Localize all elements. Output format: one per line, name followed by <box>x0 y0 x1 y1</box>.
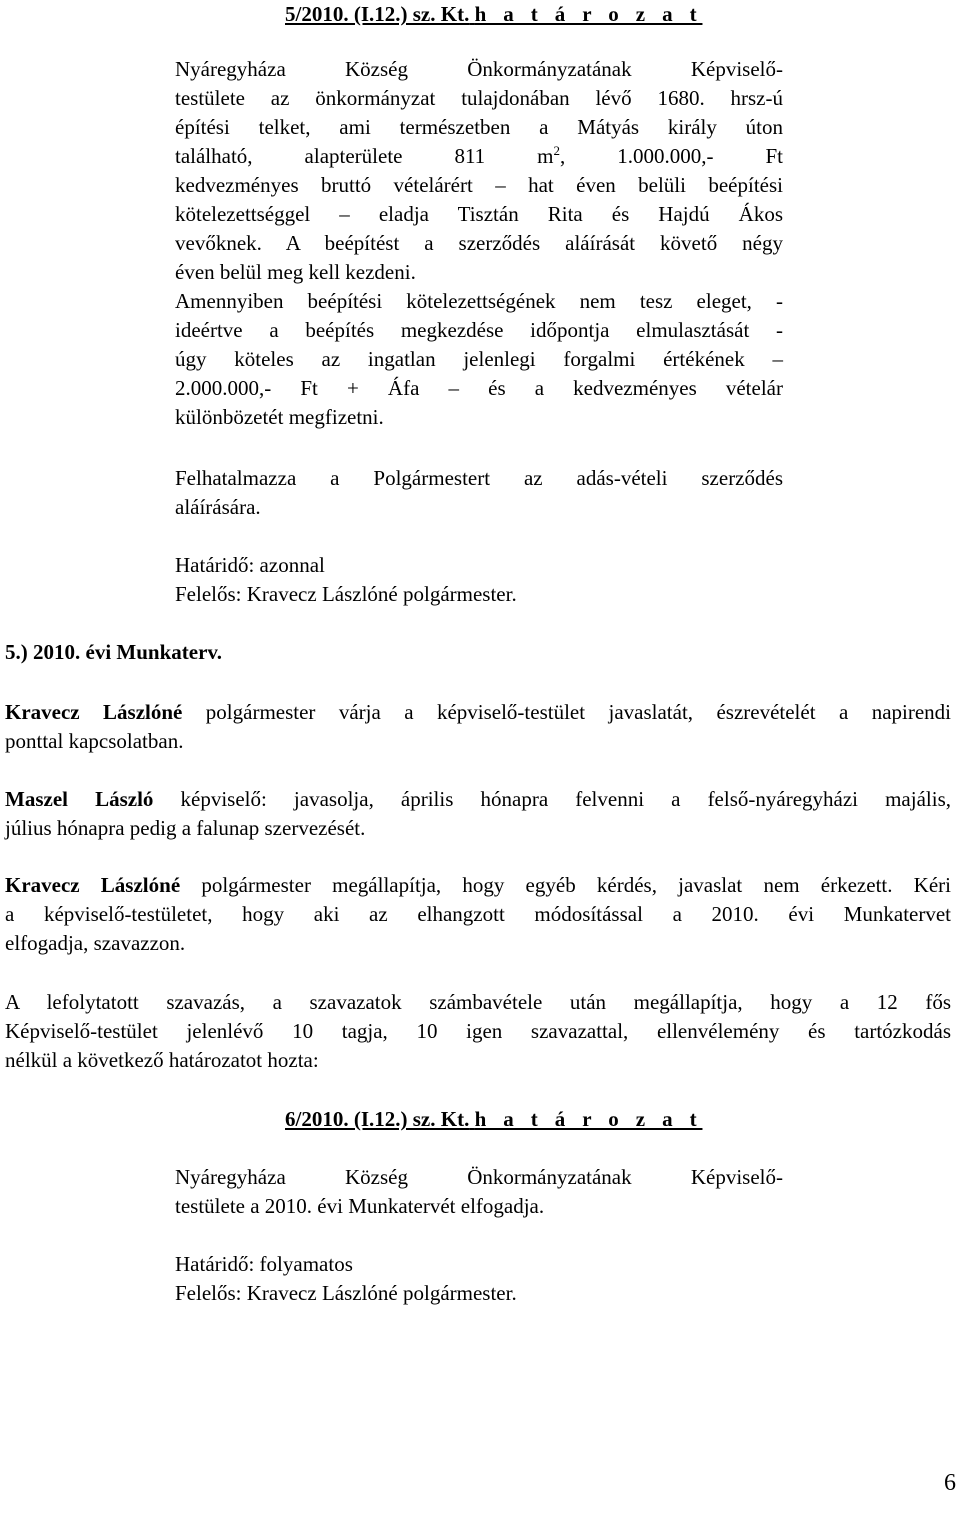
responsible-text: Felelős: Kravecz Lászlóné polgármester. <box>175 582 517 606</box>
discussion-paragraph <box>5 871 951 958</box>
text-line: éven belül meg kell kezdeni. <box>175 260 416 284</box>
text-line <box>175 142 783 171</box>
area-text: található, alapterülete 811 m <box>175 144 554 168</box>
text-line: kötelezettséggel – eladja Tisztán Rita és Hajdú Ákos <box>175 202 783 226</box>
text-line: nélkül a következő határozatot hozta: <box>5 1048 319 1072</box>
area-exponent: 2 <box>553 143 561 158</box>
text-line: Nyáregyháza Község Önkormányzatának Képviselő- <box>175 57 783 81</box>
resolution-paragraph <box>175 287 783 432</box>
discussion-paragraph <box>5 785 951 843</box>
resolution-word: h a t á r o z a t <box>474 2 703 26</box>
resolution-word: h a t á r o z a t <box>474 1107 703 1131</box>
text-line <box>5 785 951 814</box>
resolution-number: 5/2010. (I.12.) sz. Kt. <box>285 2 470 26</box>
text-line: építési telket, ami természetben a Mátyás király úton <box>175 115 783 139</box>
text-line: testülete a 2010. évi Munkatervét elfogadja. <box>175 1194 545 1218</box>
text-line: különbözetét megfizetni. <box>175 405 384 429</box>
resolution-number: 6/2010. (I.12.) sz. Kt. <box>285 1107 470 1131</box>
text-line: Amennyiben beépítési kötelezettségének nem tesz eleget, - <box>175 289 783 313</box>
speaker-name: Kravecz Lászlóné <box>5 700 183 724</box>
text-line: aláírására. <box>175 495 261 519</box>
resolution-paragraph <box>175 1163 783 1221</box>
text-line: A lefolytatott szavazás, a szavazatok számbavétele után megállapítja, hogy a 12 fős <box>5 990 951 1014</box>
speaker-name: Kravecz Lászlóné <box>5 873 181 897</box>
text-line: Felhatalmazza a Polgármestert az adás-vételi szerződés <box>175 466 783 490</box>
text-line: testülete az önkormányzat tulajdonában lévő 1680. hrsz-ú <box>175 86 783 110</box>
discussion-paragraph <box>5 698 951 756</box>
speaker-name: Maszel László <box>5 787 154 811</box>
text-line <box>5 698 951 727</box>
text-span: polgármester várja a képviselő-testület javaslatát, észrevételét a napirendi <box>182 700 951 724</box>
vote-paragraph <box>5 988 951 1075</box>
resolution-paragraph <box>175 464 783 522</box>
text-line: elfogadja, szavazzon. <box>5 931 186 955</box>
section-title: 5.) 2010. évi Munkaterv. <box>5 640 222 664</box>
resolution-footer <box>175 1250 783 1308</box>
text-span: képviselő: javasolja, április hónapra felvenni a felső-nyáregyházi majális, <box>153 787 951 811</box>
text-line: úgy köteles az ingatlan jelenlegi forgalmi értékének – <box>175 347 783 371</box>
resolution-heading <box>285 0 705 29</box>
text-line: Képviselő-testület jelenlévő 10 tagja, 10 igen szavazattal, ellenvélemény és tartózkodás <box>5 1019 951 1043</box>
text-line <box>5 871 951 900</box>
resolution-footer <box>175 551 783 609</box>
text-line: július hónapra pedig a falunap szervezését. <box>5 816 366 840</box>
text-line: ideértve a beépítés megkezdése időpontja elmulasztását - <box>175 318 783 342</box>
text-line: ponttal kapcsolatban. <box>5 729 184 753</box>
text-line: Nyáregyháza Község Önkormányzatának Képviselő- <box>175 1165 783 1189</box>
text-span: polgármester megállapítja, hogy egyéb kérdés, javaslat nem érkezett. Kéri <box>180 873 951 897</box>
text-line: 2.000.000,- Ft + Áfa – és a kedvezményes vételár <box>175 376 783 400</box>
text-line: kedvezményes bruttó vételárért – hat éven belüli beépítési <box>175 173 783 197</box>
resolution-heading <box>285 1105 705 1134</box>
deadline-text: Határidő: azonnal <box>175 553 325 577</box>
resolution-paragraph <box>175 55 783 287</box>
price-text: , 1.000.000,- Ft <box>560 144 783 168</box>
page-number: 6 <box>944 1470 956 1496</box>
text-line: a képviselő-testületet, hogy aki az elhangzott módosítással a 2010. évi Munkatervet <box>5 902 951 926</box>
responsible-text: Felelős: Kravecz Lászlóné polgármester. <box>175 1281 517 1305</box>
deadline-text: Határidő: folyamatos <box>175 1252 353 1276</box>
text-line: vevőknek. A beépítést a szerződés aláírását követő négy <box>175 231 783 255</box>
